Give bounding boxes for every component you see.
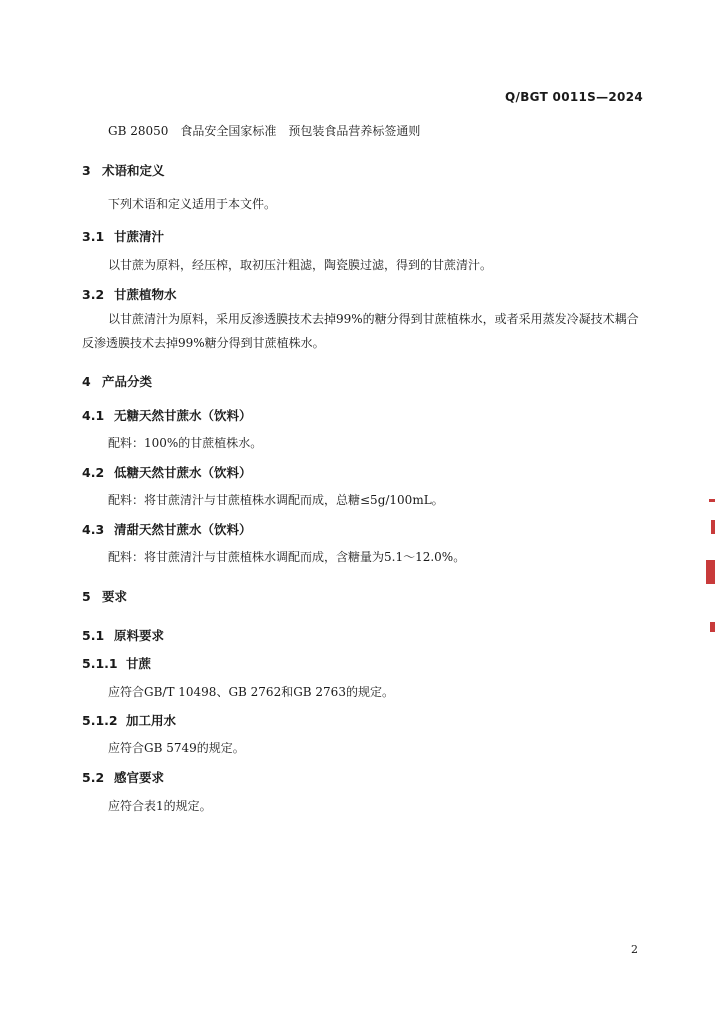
seal-edge-mark: [711, 520, 715, 534]
standard-code: Q/BGT 0011S—2024: [505, 90, 643, 104]
heading-number: 4: [82, 374, 91, 389]
heading-title: 要求: [102, 589, 128, 604]
heading-title: 甘蔗植物水: [114, 287, 177, 302]
heading-5: [82, 587, 127, 605]
heading-title: 无糖天然甘蔗水（饮料）: [114, 408, 252, 423]
heading-title: 感官要求: [114, 770, 165, 785]
heading-number: 5.1: [82, 628, 105, 643]
seal-edge-mark: [710, 622, 715, 632]
heading-title: 加工用水: [126, 713, 177, 728]
heading-5-2: [82, 768, 164, 786]
reference-line: GB 28050 食品安全国家标准 预包装食品营养标签通则: [108, 124, 421, 138]
heading-4: [82, 372, 152, 390]
heading-title: 术语和定义: [102, 163, 165, 178]
seal-edge-mark: [709, 499, 715, 502]
heading-title: 清甜天然甘蔗水（饮料）: [114, 522, 252, 537]
heading-3-1: [82, 227, 164, 245]
heading-number: 3: [82, 163, 91, 178]
paragraph-3-2: 以甘蔗清汁为原料，采用反渗透膜技术去掉99%的糖分得到甘蔗植株水，或者采用蒸发冷凝技术耦合反渗透膜技术去掉99%糖分得到甘蔗植株水。: [82, 312, 639, 350]
heading-4-1: [82, 406, 252, 424]
paragraph-5-1-1: 应符合GB/T 10498、GB 2762和GB 2763的规定。: [108, 685, 394, 699]
heading-number: 5.2: [82, 770, 105, 785]
paragraph-5-2: 应符合表1的规定。: [108, 799, 212, 813]
heading-title: 产品分类: [102, 374, 153, 389]
heading-number: 5: [82, 589, 91, 604]
heading-4-2: [82, 463, 252, 481]
heading-3: [82, 161, 165, 179]
seal-edge-mark: [706, 560, 715, 584]
heading-number: 5.1.2: [82, 713, 118, 728]
page-number: 2: [631, 943, 638, 956]
heading-title: 低糖天然甘蔗水（饮料）: [114, 465, 252, 480]
heading-number: 3.2: [82, 287, 105, 302]
heading-number: 3.1: [82, 229, 105, 244]
heading-5-1-2: [82, 711, 176, 729]
heading-title: 原料要求: [114, 628, 165, 643]
paragraph-3-1: 以甘蔗为原料，经压榨，取初压汁粗滤，陶瓷膜过滤，得到的甘蔗清汁。: [108, 258, 493, 272]
heading-title: 甘蔗清汁: [114, 229, 165, 244]
paragraph-3-intro: 下列术语和定义适用于本文件。: [108, 197, 277, 211]
heading-4-3: [82, 520, 252, 538]
heading-5-1: [82, 626, 164, 644]
heading-number: 4.3: [82, 522, 105, 537]
heading-number: 4.1: [82, 408, 105, 423]
heading-3-2: [82, 285, 177, 303]
heading-number: 5.1.1: [82, 656, 118, 671]
paragraph-4-3: 配料：将甘蔗清汁与甘蔗植株水调配而成，含糖量为5.1～12.0%。: [108, 550, 466, 564]
paragraph-4-2: 配料：将甘蔗清汁与甘蔗植株水调配而成，总糖≤5g/100mL。: [108, 493, 444, 507]
heading-5-1-1: [82, 654, 151, 672]
heading-number: 4.2: [82, 465, 105, 480]
paragraph-4-1: 配料：100%的甘蔗植株水。: [108, 436, 263, 450]
paragraph-5-1-2: 应符合GB 5749的规定。: [108, 741, 245, 755]
heading-title: 甘蔗: [126, 656, 152, 671]
